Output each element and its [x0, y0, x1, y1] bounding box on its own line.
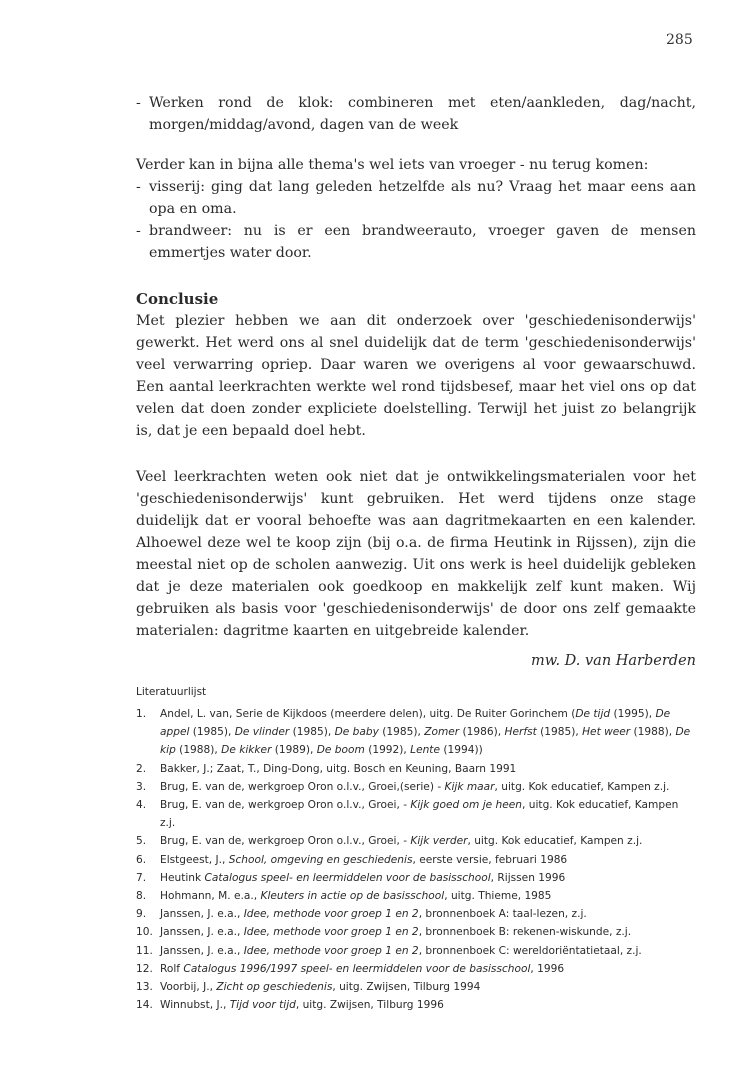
conclusion-paragraph-1: Met plezier hebben we aan dit onderzoek over 'geschiedenisonderwijs' gewerkt. Het werd ons al snel duidelijk dat de term 'geschiedenisonderwijs' veel verwarring opriep. Daar waren we overigens al voor gewaarschuwd. Een aantal leerkrachten werkte wel rond tijdsbesef, maar het viel ons op dat velen dat doen zonder expliciete doelstelling. Terwijl het juist zo belangrijk is, dat je een bepaald doel hebt. — [136, 313, 696, 439]
author-signature: mw. D. van Harberden — [531, 653, 696, 669]
conclusion-heading: Conclusie — [136, 290, 219, 308]
reference-item — [136, 778, 696, 796]
reference-text: Brug, E. van de, werkgroep Oron o.l.v., Groei,(serie) - Kijk maar, uitg. Kok educatief, Kampen z.j. — [160, 780, 670, 793]
reference-number: 3. — [136, 780, 147, 793]
bullet-dash: - — [136, 223, 141, 239]
reference-number: 14. — [136, 999, 153, 1012]
reference-item — [136, 869, 696, 887]
reference-text: Voorbij, J., Zicht op geschiedenis, uitg. Zwijsen, Tilburg 1994 — [160, 981, 481, 994]
literature-section — [136, 683, 696, 1014]
reference-item — [136, 832, 696, 850]
reference-item — [136, 942, 696, 960]
reference-text: Janssen, J. e.a., Idee, methode voor groep 1 en 2, bronnenboek A: taal-lezen, z.j. — [160, 908, 587, 921]
bullet-item — [136, 220, 696, 264]
reference-number: 10. — [136, 926, 153, 939]
reference-number: 13. — [136, 981, 153, 994]
reference-text: Hohmann, M. e.a., Kleuters in actie op de basisschool, uitg. Thieme, 1985 — [160, 890, 552, 903]
literature-title: Literatuurlijst — [136, 686, 207, 698]
page-number: 285 — [666, 32, 693, 48]
reference-number: 1. — [136, 708, 147, 720]
reference-item — [136, 760, 696, 778]
reference-text: Winnubst, J., Tijd voor tijd, uitg. Zwijsen, Tilburg 1996 — [160, 999, 444, 1012]
bullet-item — [136, 176, 696, 220]
reference-item — [136, 705, 696, 760]
reference-number: 2. — [136, 762, 147, 775]
top-section — [136, 92, 696, 136]
reference-number: 11. — [136, 944, 153, 957]
reference-number: 6. — [136, 853, 147, 866]
bullet-dash: - — [136, 179, 141, 195]
reference-text: Heutink Catalogus speel- en leermiddelen voor de basisschool, Rijssen 1996 — [160, 871, 566, 884]
reference-number: 9. — [136, 908, 147, 921]
reference-number: 8. — [136, 890, 147, 903]
conclusion-section — [136, 288, 696, 442]
reference-item — [136, 905, 696, 923]
reference-item — [136, 960, 696, 978]
reference-item — [136, 923, 696, 941]
reference-text: Brug, E. van de, werkgroep Oron o.l.v., Groei, - Kijk goed om je heen, uitg. Kok educatief, Kampen z.j. — [160, 799, 679, 830]
vroeger-nu-section — [136, 154, 696, 264]
intro-sentence: Verder kan in bijna alle thema's wel iets van vroeger - nu terug komen: — [136, 157, 649, 173]
bullet-item — [136, 92, 696, 136]
reference-number: 7. — [136, 871, 147, 884]
reference-text: Janssen, J. e.a., Idee, methode voor groep 1 en 2, bronnenboek B: rekenen-wiskunde, z.j. — [160, 926, 632, 939]
reference-number: 5. — [136, 835, 147, 848]
bullet-text: visserij: ging dat lang geleden hetzelfde als nu? Vraag het maar eens aan opa en oma. — [149, 179, 696, 217]
reference-text: Andel, L. van, Serie de Kijkdoos (meerdere delen), uitg. De Ruiter Gorinchem (De tijd (1995), De appel (1985), De vlinder (1985), De baby (1985), Zomer (1986), Herfst (1985), Het weer (1988), De kip (1988), De kikker (1989), De boom (1992), Lente (1994)) — [160, 708, 691, 757]
reference-number: 12. — [136, 962, 153, 975]
reference-item — [136, 796, 696, 832]
conclusion-section-2 — [136, 466, 696, 672]
reference-item — [136, 887, 696, 905]
reference-item — [136, 851, 696, 869]
reference-text: Bakker, J.; Zaat, T., Ding-Dong, uitg. Bosch en Keuning, Baarn 1991 — [160, 762, 517, 775]
bullet-text: Werken rond de klok: combineren met eten/aankleden, dag/nacht, morgen/middag/avond, dagen van de week — [149, 95, 696, 133]
reference-text: Janssen, J. e.a., Idee, methode voor groep 1 en 2, bronnenboek C: wereldoriëntatietaal, z.j. — [160, 944, 642, 957]
conclusion-paragraph-2: Veel leerkrachten weten ook niet dat je ontwikkelingsmaterialen voor het 'geschiedenisonderwijs' kunt gebruiken. Het werd tijdens onze stage duidelijk dat er vooral behoefte was aan dagritmekaarten en een kalender. Alhoewel deze wel te koop zijn (bij o.a. de firma Heutink in Rijssen), zijn die meestal niet op de scholen aanwezig. Uit ons werk is heel duidelijk gebleken dat je deze materialen ook goedkoop en makkelijk zelf kunt maken. Wij gebruiken als basis voor 'geschiedenisonderwijs' de door ons zelf gemaakte materialen: dagritme kaarten en uitgebreide kalender. — [136, 469, 696, 639]
bullet-dash: - — [136, 95, 141, 111]
reference-item — [136, 996, 696, 1014]
reference-number: 4. — [136, 799, 147, 812]
reference-text: Rolf Catalogus 1996/1997 speel- en leermiddelen voor de basisschool, 1996 — [160, 962, 565, 975]
reference-text: Elstgeest, J., School, omgeving en geschiedenis, eerste versie, februari 1986 — [160, 853, 568, 866]
reference-text: Brug, E. van de, werkgroep Oron o.l.v., Groei, - Kijk verder, uitg. Kok educatief, Kampen z.j. — [160, 835, 643, 848]
reference-list — [136, 705, 696, 1014]
bullet-text: brandweer: nu is er een brandweerauto, vroeger gaven de mensen emmertjes water door. — [149, 223, 696, 261]
reference-item — [136, 978, 696, 996]
